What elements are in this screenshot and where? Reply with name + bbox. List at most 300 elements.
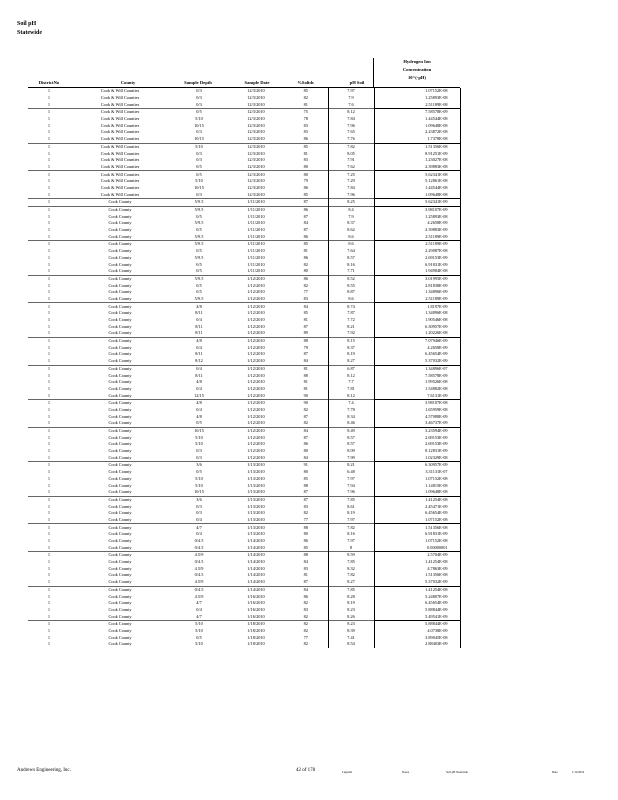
cell-date: 1/12/2010 bbox=[247, 448, 265, 454]
cell-county: Cook County bbox=[108, 385, 132, 391]
cell-date: 1/13/2010 bbox=[247, 489, 265, 495]
cell-county: Cook & Will Counties bbox=[100, 150, 140, 156]
cell-district: 1 bbox=[28, 337, 70, 344]
table-row bbox=[28, 282, 460, 289]
cell-hydrogen-ion: 2.39883E-08 bbox=[374, 164, 460, 171]
cell-ph: 8.46 bbox=[328, 420, 374, 427]
cell-hydrogen-ion: 1.41254E-08 bbox=[374, 586, 460, 593]
cell-date: 1/12/2010 bbox=[247, 358, 265, 364]
table-row bbox=[28, 552, 460, 559]
cell-solids: 86 bbox=[284, 275, 328, 282]
cell-date: 1/12/2010 bbox=[247, 406, 265, 412]
cell-district: 1 bbox=[47, 191, 51, 197]
cell-date: 1/18/2010 bbox=[228, 620, 284, 627]
cell-date: 1/18/2010 bbox=[247, 634, 265, 640]
cell-ph: 7.82 bbox=[328, 524, 374, 531]
cell-depth: 0/4 bbox=[196, 606, 202, 612]
cell-depth: 0/5 bbox=[196, 163, 202, 169]
col-district: DistrictNo bbox=[38, 80, 60, 85]
cell-district: 1 bbox=[47, 420, 51, 426]
cell-district: 1 bbox=[47, 323, 51, 329]
table-row bbox=[28, 386, 460, 393]
cell-hydrogen-ion: 3.46737E-09 bbox=[374, 420, 460, 427]
table-row bbox=[28, 379, 460, 386]
cell-solids: 84 bbox=[284, 586, 328, 593]
cell-date: 1/11/2010 bbox=[247, 227, 265, 233]
cell-county: Cook County bbox=[108, 379, 132, 385]
cell-date: 1/13/2010 bbox=[228, 462, 284, 469]
cell-hydrogen-ion: 3.23594E-09 bbox=[374, 427, 460, 434]
cell-ph: 8.62 bbox=[328, 227, 374, 234]
cell-district: 1 bbox=[47, 516, 51, 522]
col-ph: pH Soil bbox=[349, 80, 365, 85]
cell-county: Cook & Will Counties bbox=[100, 122, 140, 128]
cell-solids: 85 bbox=[303, 310, 308, 316]
cell-solids: 83 bbox=[303, 565, 308, 571]
cell-depth: 5/9.5 bbox=[170, 199, 228, 207]
cell-district: 1 bbox=[47, 101, 51, 107]
cell-hydrogen-ion: 1.09648E-08 bbox=[374, 191, 460, 198]
cell-depth: 4.5/9 bbox=[194, 593, 204, 599]
cell-date: 12/3/2010 bbox=[228, 143, 284, 150]
cell-county: Cook County bbox=[108, 593, 132, 599]
cell-solids: 75 bbox=[284, 109, 328, 116]
cell-district: 1 bbox=[28, 171, 70, 178]
col-hic-line2: Concentration bbox=[402, 67, 432, 72]
cell-ph: 8.19 bbox=[328, 600, 374, 607]
cell-district: 1 bbox=[47, 88, 51, 94]
cell-district: 1 bbox=[47, 372, 51, 378]
cell-hydrogen-ion: 2.69153E-09 bbox=[374, 434, 460, 441]
cell-date: 1/12/2010 bbox=[247, 295, 265, 301]
cell-depth: 5/10 bbox=[195, 641, 203, 647]
table-row bbox=[28, 289, 460, 296]
cell-date: 1/12/2010 bbox=[247, 441, 265, 447]
table-row bbox=[28, 482, 460, 489]
cell-ph: 8.57 bbox=[328, 255, 374, 262]
cell-ph: 7.82 bbox=[328, 572, 374, 579]
cell-district: 1 bbox=[47, 531, 51, 537]
cell-county: Cook County bbox=[108, 482, 132, 488]
footer-date: 1/12/2016 bbox=[572, 770, 585, 774]
cell-depth: 5/10 bbox=[195, 627, 203, 633]
cell-ph: 7.82 bbox=[328, 143, 374, 150]
table-row bbox=[28, 454, 460, 461]
cell-date: 1/13/2010 bbox=[228, 496, 284, 503]
cell-hydrogen-ion: 5.62341E-09 bbox=[374, 199, 460, 207]
cell-ph: 7.85 bbox=[328, 586, 374, 593]
cell-county: Cook County bbox=[108, 330, 132, 336]
cell-date: 1/11/2010 bbox=[247, 233, 265, 239]
cell-district: 1 bbox=[47, 289, 51, 295]
cell-date: 1/12/2010 bbox=[228, 275, 284, 282]
col-hic-line1: Hydrogen Ion bbox=[403, 59, 431, 64]
cell-district: 1 bbox=[28, 109, 70, 116]
cell-county: Cook & Will Counties bbox=[100, 116, 140, 122]
cell-date: 1/11/2010 bbox=[247, 213, 265, 219]
cell-hydrogen-ion: 1.44544E-08 bbox=[374, 116, 460, 123]
cell-county: Cook County bbox=[108, 579, 132, 585]
table-row bbox=[28, 122, 460, 129]
cell-date: 1/14/2010 bbox=[247, 579, 265, 585]
cell-hydrogen-ion: 6.91831E-09 bbox=[374, 261, 460, 268]
cell-depth: 0/3 bbox=[196, 454, 202, 460]
cell-solids: 79 bbox=[303, 178, 308, 184]
table-row bbox=[28, 427, 460, 434]
cell-hydrogen-ion: 8.12831E-09 bbox=[374, 448, 460, 455]
cell-depth: 5/10 bbox=[195, 482, 203, 488]
cell-depth: 4/8 bbox=[196, 379, 202, 385]
cell-ph: 7.65 bbox=[328, 129, 374, 136]
cell-solids: 84 bbox=[284, 427, 328, 434]
cell-county: Cook County bbox=[70, 337, 170, 344]
cell-solids: 82 bbox=[303, 261, 308, 267]
cell-district: 1 bbox=[28, 399, 70, 406]
cell-solids: 86 bbox=[303, 538, 308, 544]
cell-county: Cook County bbox=[70, 496, 170, 503]
cell-ph: 7.84 bbox=[328, 185, 374, 192]
cell-county: Cook County bbox=[108, 565, 132, 571]
cell-county: Cook & Will Counties bbox=[100, 95, 140, 101]
cell-county: Cook County bbox=[108, 641, 132, 647]
cell-solids: 90 bbox=[303, 392, 308, 398]
cell-depth: 0/4.5 bbox=[170, 586, 228, 593]
table-row bbox=[28, 448, 460, 455]
cell-district: 1 bbox=[28, 206, 70, 213]
cell-district: 1 bbox=[47, 184, 51, 190]
cell-county: Cook County bbox=[70, 586, 170, 593]
cell-district: 1 bbox=[47, 406, 51, 412]
cell-district: 1 bbox=[47, 351, 51, 357]
cell-depth: 8/11 bbox=[195, 372, 203, 378]
cell-date: 1/12/2010 bbox=[247, 323, 265, 329]
cell-hydrogen-ion: 7.07946E-09 bbox=[374, 337, 460, 344]
cell-solids: 85 bbox=[303, 475, 308, 481]
cell-ph: 8.6 bbox=[328, 241, 374, 248]
cell-ph: 7.96 bbox=[328, 122, 374, 129]
cell-ph: 7.7 bbox=[328, 379, 374, 386]
cell-ph: 8.55 bbox=[328, 282, 374, 289]
cell-hydrogen-ion: 1.41254E-08 bbox=[374, 559, 460, 566]
cell-date: 12/3/2010 bbox=[247, 136, 265, 142]
cell-date: 1/16/2010 bbox=[247, 593, 265, 599]
cell-district: 1 bbox=[28, 303, 70, 310]
table-row bbox=[28, 330, 460, 337]
table-row bbox=[28, 185, 460, 192]
cell-depth: 5/10 bbox=[195, 434, 203, 440]
cell-hydrogen-ion: 4.7863E-09 bbox=[374, 565, 460, 572]
cell-date: 1/14/2010 bbox=[247, 544, 265, 550]
cell-depth: 10/15 bbox=[170, 427, 228, 434]
table-row bbox=[28, 268, 460, 275]
cell-solids: 82 bbox=[284, 620, 328, 627]
cell-solids: 80 bbox=[303, 163, 308, 169]
cell-district: 1 bbox=[47, 213, 51, 219]
footer-date-label: Date bbox=[552, 770, 558, 774]
cell-hydrogen-ion: 2.5704E-09 bbox=[374, 552, 460, 559]
cell-solids: 82 bbox=[303, 627, 308, 633]
cell-district: 1 bbox=[47, 503, 51, 509]
cell-district: 1 bbox=[47, 268, 51, 274]
cell-district: 1 bbox=[28, 427, 70, 434]
cell-hydrogen-ion: 4.2658E-09 bbox=[374, 220, 460, 227]
cell-depth: 0/3 bbox=[196, 503, 202, 509]
table-row bbox=[28, 441, 460, 448]
cell-hydrogen-ion: 1.41254E-08 bbox=[374, 496, 460, 503]
cell-solids: 84 bbox=[303, 358, 308, 364]
table-row bbox=[28, 296, 460, 303]
cell-hydrogen-ion: 7.6131E-09 bbox=[374, 392, 460, 399]
cell-ph: 7.6 bbox=[328, 101, 374, 108]
footer-notes: Notes bbox=[402, 770, 409, 774]
cell-hydrogen-ion: 1.99526E-08 bbox=[374, 379, 460, 386]
cell-hydrogen-ion: 1.34896E-08 bbox=[374, 310, 460, 317]
cell-solids: 90 bbox=[284, 399, 328, 406]
cell-ph: 7.99 bbox=[328, 454, 374, 461]
cell-hydrogen-ion: 1.34896E-09 bbox=[374, 289, 460, 296]
cell-hydrogen-ion: 4.57088E-09 bbox=[374, 413, 460, 420]
cell-county: Cook County bbox=[70, 199, 170, 207]
cell-depth: 4.5/9 bbox=[194, 579, 204, 585]
cell-district: 1 bbox=[47, 441, 51, 447]
cell-ph: 8.27 bbox=[328, 358, 374, 365]
cell-district: 1 bbox=[47, 295, 51, 301]
cell-depth: 0/5 bbox=[196, 213, 202, 219]
cell-hydrogen-ion: 1.51356E-08 bbox=[374, 524, 460, 531]
cell-solids: 80 bbox=[303, 268, 308, 274]
cell-depth: 0/5 bbox=[196, 261, 202, 267]
cell-county: Cook County bbox=[70, 206, 170, 213]
cell-county: Cook County bbox=[108, 606, 132, 612]
cell-depth: 4/7 bbox=[196, 613, 202, 619]
cell-county: Cook County bbox=[108, 310, 132, 316]
cell-district: 1 bbox=[47, 248, 51, 254]
cell-district: 1 bbox=[47, 330, 51, 336]
cell-depth: 10/15 bbox=[194, 122, 204, 128]
cell-county: Cook County bbox=[108, 323, 132, 329]
cell-district: 1 bbox=[28, 241, 70, 248]
cell-hydrogen-ion: 1.7378E-08 bbox=[374, 136, 460, 143]
cell-county: Cook County bbox=[108, 441, 132, 447]
cell-ph: 7.97 bbox=[328, 538, 374, 545]
cell-date: 1/18/2010 bbox=[247, 641, 265, 647]
cell-solids: 87 bbox=[303, 227, 308, 233]
cell-county: Cook County bbox=[108, 392, 132, 398]
cell-hydrogen-ion: 1.25893E-08 bbox=[374, 95, 460, 102]
cell-depth: 3/6 bbox=[170, 496, 228, 503]
table-row bbox=[28, 620, 460, 627]
cell-depth: 8/11 bbox=[195, 351, 203, 357]
cell-hydrogen-ion: 5.12861E-08 bbox=[374, 178, 460, 185]
cell-ph: 8 bbox=[328, 544, 374, 551]
cell-county: Cook County bbox=[70, 275, 170, 282]
cell-date: 1/11/2010 bbox=[228, 206, 284, 213]
table-row bbox=[28, 420, 460, 427]
cell-solids: 87 bbox=[303, 351, 308, 357]
cell-depth: 0/5 bbox=[196, 282, 202, 288]
cell-county: Cook County bbox=[108, 544, 132, 550]
cell-date: 12/3/2010 bbox=[247, 150, 265, 156]
cell-date: 1/12/2010 bbox=[247, 317, 265, 323]
cell-depth: 0/4 bbox=[196, 317, 202, 323]
cell-district: 1 bbox=[47, 482, 51, 488]
cell-date: 1/18/2010 bbox=[247, 627, 265, 633]
cell-depth: 8/11 bbox=[195, 323, 203, 329]
cell-hydrogen-ion: 1.20226E-08 bbox=[374, 330, 460, 337]
table-row bbox=[28, 510, 460, 517]
cell-county: Cook County bbox=[108, 248, 132, 254]
cell-district: 1 bbox=[28, 524, 70, 531]
cell-hydrogen-ion: 3.01995E-09 bbox=[374, 275, 460, 282]
cell-county: Cook County bbox=[108, 572, 132, 578]
cell-solids: 77 bbox=[303, 289, 308, 295]
cell-date: 12/3/2010 bbox=[247, 163, 265, 169]
cell-hydrogen-ion: 1.09648E-08 bbox=[374, 489, 460, 496]
cell-district: 1 bbox=[47, 469, 51, 475]
cell-county: Cook County bbox=[108, 627, 132, 633]
table-row bbox=[28, 233, 460, 240]
cell-hydrogen-ion: 1.8197E-09 bbox=[374, 303, 460, 310]
table-row bbox=[28, 572, 460, 579]
table-row bbox=[28, 344, 460, 351]
col-hic-line3: 10^(-pH) bbox=[408, 75, 426, 80]
cell-depth: 4/7 bbox=[170, 524, 228, 531]
cell-depth: 0/5 bbox=[196, 469, 202, 475]
cell-solids: 83 bbox=[303, 606, 308, 612]
table-row bbox=[28, 206, 460, 213]
cell-solids: 83 bbox=[303, 122, 308, 128]
cell-solids: 82 bbox=[303, 641, 308, 647]
cell-depth: 10/15 bbox=[194, 489, 204, 495]
cell-district: 1 bbox=[28, 496, 70, 503]
cell-depth: 0/5 bbox=[196, 289, 202, 295]
table-row bbox=[28, 150, 460, 157]
cell-hydrogen-ion: 1.07152E-08 bbox=[374, 476, 460, 483]
cell-hydrogen-ion: 2.29087E-08 bbox=[374, 248, 460, 255]
table-row bbox=[28, 538, 460, 545]
cell-ph: 7.72 bbox=[328, 317, 374, 324]
cell-district: 1 bbox=[28, 620, 70, 627]
table-row bbox=[28, 248, 460, 255]
cell-solids: 87 bbox=[303, 434, 308, 440]
cell-district: 1 bbox=[28, 275, 70, 282]
col-hydrogen-ion bbox=[373, 58, 460, 87]
cell-hydrogen-ion: 5.37032E-09 bbox=[374, 358, 460, 365]
cell-county: Cook County bbox=[108, 448, 132, 454]
cell-depth: 0/5 bbox=[170, 171, 228, 178]
table-row bbox=[28, 116, 460, 123]
cell-ph: 7.62 bbox=[328, 164, 374, 171]
cell-ph: 8.21 bbox=[328, 462, 374, 469]
cell-solids: 78 bbox=[303, 116, 308, 122]
cell-solids: 88 bbox=[284, 552, 328, 559]
cell-county: Cook County bbox=[70, 303, 170, 310]
cell-depth: 8/11 bbox=[195, 330, 203, 336]
cell-ph: 6.87 bbox=[328, 365, 374, 372]
cell-county: Cook County bbox=[108, 531, 132, 537]
cell-date: 1/12/2010 bbox=[247, 385, 265, 391]
table-row bbox=[28, 365, 460, 372]
cell-solids: 82 bbox=[303, 613, 308, 619]
table-row bbox=[28, 275, 460, 282]
cell-depth: 0/3 bbox=[196, 95, 202, 101]
table-row bbox=[28, 613, 460, 620]
cell-solids: 77 bbox=[303, 516, 308, 522]
cell-county: Cook County bbox=[108, 261, 132, 267]
cell-solids: 81 bbox=[303, 150, 308, 156]
cell-depth: 4/8 bbox=[170, 303, 228, 310]
cell-solids: 84 bbox=[303, 559, 308, 565]
cell-county: Cook County bbox=[108, 489, 132, 495]
cell-district: 1 bbox=[47, 489, 51, 495]
table-row bbox=[28, 628, 460, 635]
cell-solids: 81 bbox=[284, 365, 328, 372]
cell-hydrogen-ion: 5.24807E-09 bbox=[374, 593, 460, 600]
cell-depth: 5/9.5 bbox=[170, 206, 228, 213]
cell-date: 1/11/2010 bbox=[247, 261, 265, 267]
cell-solids: 86 bbox=[303, 441, 308, 447]
table-row bbox=[28, 392, 460, 399]
cell-date: 1/13/2010 bbox=[247, 482, 265, 488]
cell-ph: 7.87 bbox=[328, 310, 374, 317]
cell-hydrogen-ion: 1.07152E-08 bbox=[374, 538, 460, 545]
cell-date: 12/3/2010 bbox=[247, 122, 265, 128]
cell-date: 12/3/2010 bbox=[247, 157, 265, 163]
cell-district: 1 bbox=[47, 565, 51, 571]
cell-depth: 0/5 bbox=[170, 109, 228, 116]
table-row bbox=[28, 593, 460, 600]
cell-county: Cook County bbox=[108, 420, 132, 426]
cell-county: Cook & Will Counties bbox=[100, 88, 140, 94]
cell-county: Cook County bbox=[70, 552, 170, 559]
table-row bbox=[28, 109, 460, 116]
report-title bbox=[17, 20, 42, 38]
cell-ph: 8.26 bbox=[328, 613, 374, 620]
cell-hydrogen-ion: 1.90546E-08 bbox=[374, 317, 460, 324]
cell-depth: 12/15 bbox=[194, 392, 204, 398]
cell-solids: 86 bbox=[303, 136, 308, 142]
table-row bbox=[28, 199, 460, 207]
cell-date: 1/13/2010 bbox=[247, 531, 265, 537]
table-row bbox=[28, 255, 460, 262]
cell-date: 1/12/2010 bbox=[247, 420, 265, 426]
cell-district: 1 bbox=[47, 150, 51, 156]
cell-ph: 8.4 bbox=[328, 206, 374, 213]
cell-depth: 0/3 bbox=[196, 191, 202, 197]
cell-ph: 8.05 bbox=[328, 150, 374, 157]
table-row bbox=[28, 503, 460, 510]
cell-hydrogen-ion: 7.58578E-09 bbox=[374, 372, 460, 379]
cell-depth: 5/9.5 bbox=[170, 275, 228, 282]
cell-date: 1/13/2010 bbox=[228, 524, 284, 531]
cell-hydrogen-ion: 1.51356E-08 bbox=[374, 143, 460, 150]
table-row bbox=[28, 171, 460, 178]
cell-date: 12/3/2010 bbox=[247, 129, 265, 135]
table-row bbox=[28, 559, 460, 566]
cell-county: Cook County bbox=[70, 241, 170, 248]
cell-date: 12/3/2010 bbox=[247, 178, 265, 184]
cell-solids: 89 bbox=[303, 330, 308, 336]
report-title-line2: Statewide bbox=[17, 30, 42, 36]
cell-county: Cook County bbox=[108, 213, 132, 219]
table-row bbox=[28, 524, 460, 531]
cell-ph: 8.21 bbox=[328, 323, 374, 330]
cell-solids: 80 bbox=[284, 171, 328, 178]
cell-ph: 7.85 bbox=[328, 496, 374, 503]
cell-ph: 7.9 bbox=[328, 95, 374, 102]
cell-hydrogen-ion: 2.69153E-09 bbox=[374, 441, 460, 448]
col-date: Sample Date bbox=[244, 80, 270, 85]
